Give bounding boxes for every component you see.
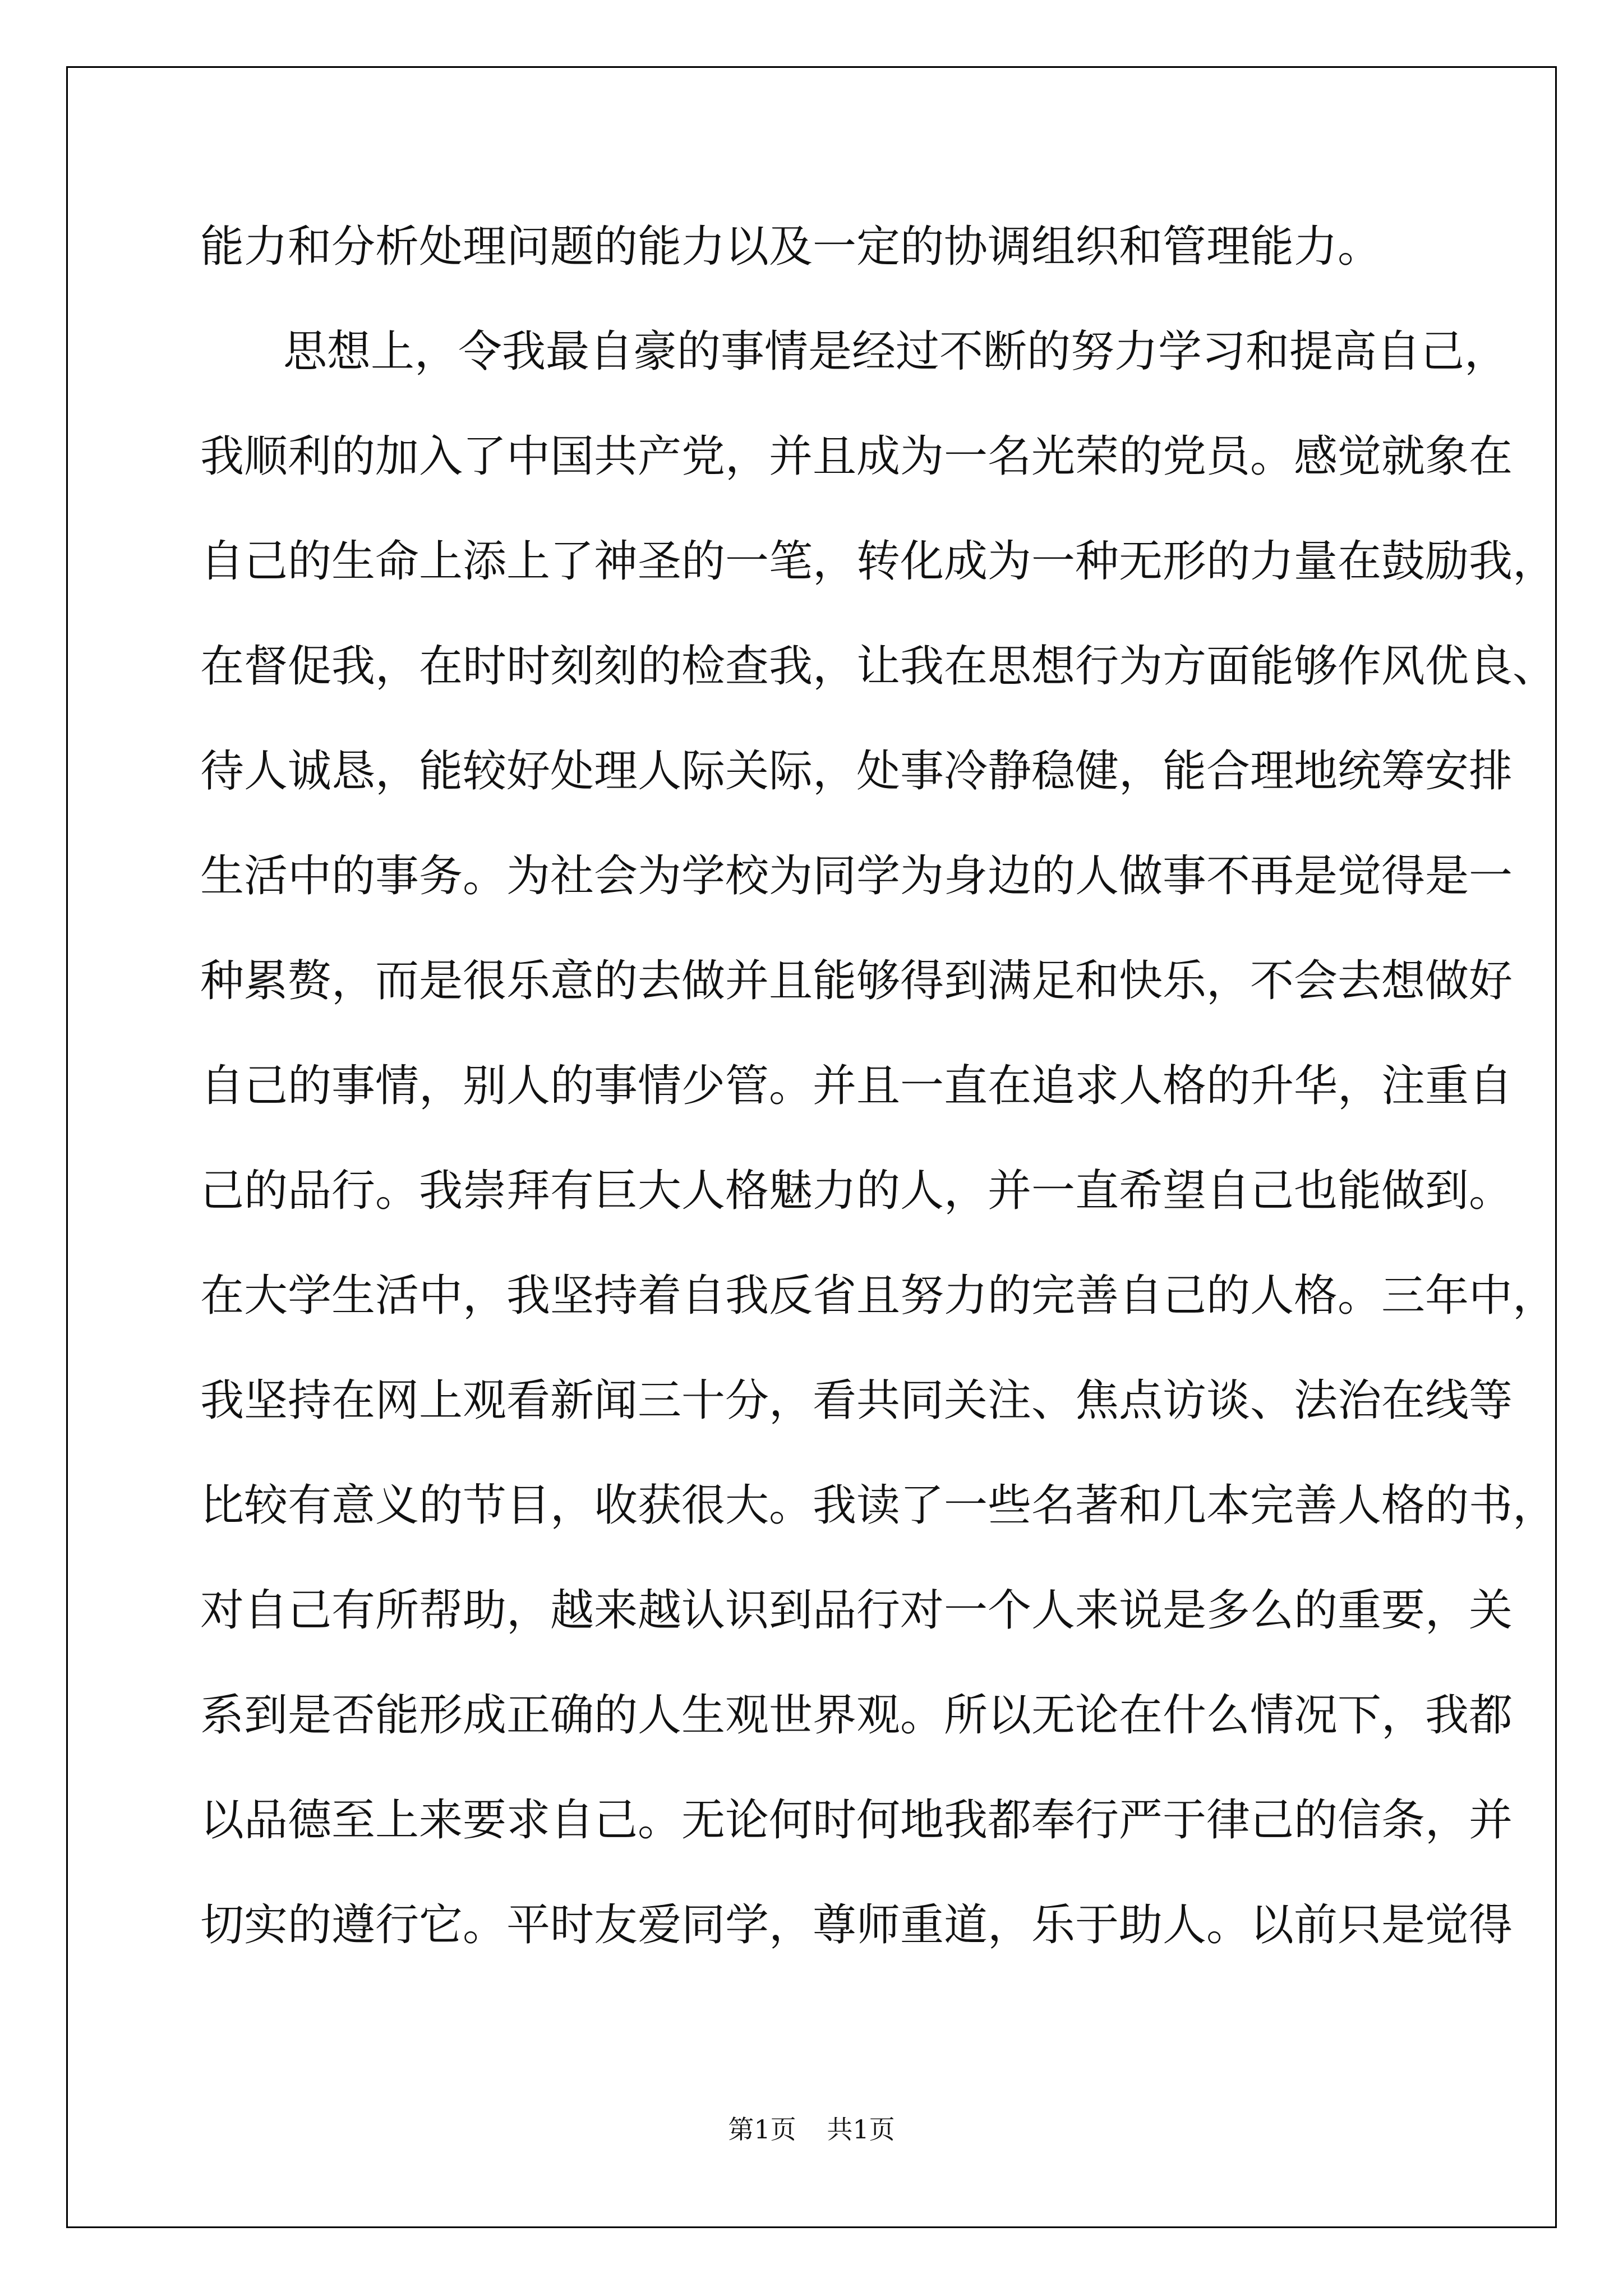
text-line: 我坚持在网上观看新闻三十分，看共同关注、焦点访谈、法治在线等 [200, 1375, 1513, 1426]
text-line: 己的品行。我崇拜有巨大人格魅力的人，并一直希望自己也能做到。 [200, 1166, 1513, 1216]
page-total: 共1页 [827, 2114, 895, 2145]
document-body [200, 213, 1557, 1996]
text-line: 种累赘，而是很乐意的去做并且能够得到满足和快乐，不会去想做好 [200, 956, 1513, 1006]
text-line: 自己的事情，别人的事情少管。并且一直在追求人格的升华，注重自 [200, 1061, 1513, 1111]
text-line: 切实的遵行它。平时友爱同学，尊师重道，乐于助人。以前只是觉得 [200, 1900, 1513, 1950]
text-line: 待人诚恳，能较好处理人际关际，处事冷静稳健，能合理地统筹安排 [200, 746, 1513, 797]
text-line: 以品德至上来要求自己。无论何时何地我都奉行严于律己的信条，并 [200, 1795, 1513, 1846]
text-line: 在大学生活中，我坚持着自我反省且努力的完善自己的人格。三年中， [200, 1271, 1557, 1321]
text-line: 比较有意义的节目，收获很大。我读了一些名著和几本完善人格的书， [200, 1480, 1557, 1531]
text-line: 对自己有所帮助，越来越认识到品行对一个人来说是多么的重要，关 [200, 1585, 1513, 1636]
page-footer [0, 2109, 1623, 2146]
text-line: 在督促我，在时时刻刻的检查我，让我在思想行为方面能够作风优良、 [200, 641, 1557, 692]
text-line: 自己的生命上添上了神圣的一笔，转化成为一种无形的力量在鼓励我， [200, 536, 1557, 587]
page-number: 第1页 [728, 2114, 796, 2145]
text-line: 思想上，令我最自豪的事情是经过不断的努力学习和提高自己， [283, 326, 1509, 377]
text-line: 能力和分析处理问题的能力以及一定的协调组织和管理能力。 [200, 222, 1382, 272]
text-line: 系到是否能形成正确的人生观世界观。所以无论在什么情况下，我都 [200, 1690, 1513, 1741]
text-line: 生活中的事务。为社会为学校为同学为身边的人做事不再是觉得是一 [200, 851, 1513, 901]
text-line: 我顺利的加入了中国共产党，并且成为一名光荣的党员。感觉就象在 [200, 431, 1513, 482]
